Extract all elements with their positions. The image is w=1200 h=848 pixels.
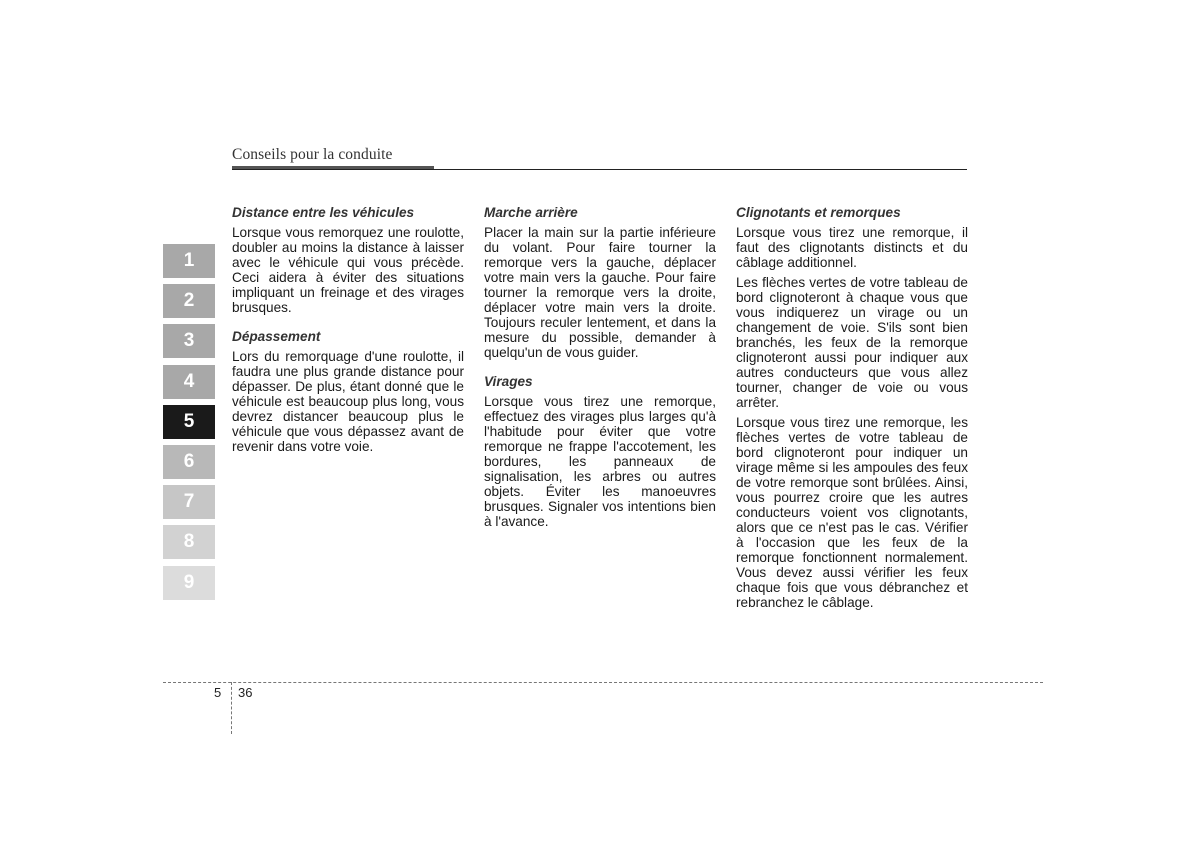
page-header-title: Conseils pour la conduite bbox=[232, 146, 393, 163]
paragraph: Lorsque vous remorquez une roulotte, doubler au moins la distance à laisser avec le véhicule qui vous précède. Ceci aidera à éviter des situations impliquant un freinage et des virages brusques. bbox=[232, 225, 464, 315]
section-title: Dépassement bbox=[232, 329, 321, 344]
section-title: Marche arrière bbox=[484, 205, 578, 220]
paragraph: Lorsque vous tirez une remorque, les flèches vertes de votre tableau de bord clignoteront pour indiquer un virage même si les ampoules des feux de votre remorque sont brûlées. Ainsi, vous pourrez croire que les autres conducteurs voient vos clignotants, alors que ce n'est pas le cas. Vérifier à l'occasion que les feux de la remorque fonctionnent normalement. Vous devez aussi vérifier les feux chaque fois que vous débranchez et rebranchez le câblage. bbox=[736, 415, 968, 610]
chapter-tab-7[interactable]: 7 bbox=[163, 485, 215, 519]
text-column-1 bbox=[232, 205, 464, 468]
section-marche-arriere bbox=[484, 205, 716, 360]
chapter-tab-8[interactable]: 8 bbox=[163, 525, 215, 559]
paragraph: Lorsque vous tirez une remorque, il faut des clignotants distincts et du câblage additionnel. bbox=[736, 225, 968, 270]
chapter-tab-1[interactable]: 1 bbox=[163, 244, 215, 278]
chapter-tab-3[interactable]: 3 bbox=[163, 324, 215, 358]
paragraph: Placer la main sur la partie inférieure du volant. Pour faire tourner la remorque vers la gauche, déplacer votre main vers la gauche. Pour faire tourner la remorque vers la droite, déplacer votre main vers la droite. Toujours reculer lentement, et dans la mesure du possible, demander à quelqu'un de vous guider. bbox=[484, 225, 716, 360]
section-distance bbox=[232, 205, 464, 315]
section-title: Distance entre les véhicules bbox=[232, 205, 415, 220]
chapter-tab-6[interactable]: 6 bbox=[163, 445, 215, 479]
paragraph: Les flèches vertes de votre tableau de bord clignoteront à chaque vous que vous indiquerez un virage ou un changement de voie. S'ils sont bien branchés, les feux de la remorque clignoteront aussi pour indiquer aux autres conducteurs que vous allez tourner, changer de voie ou vous arrêter. bbox=[736, 275, 968, 410]
footer-dashed-divider bbox=[231, 682, 232, 734]
section-title: Clignotants et remorques bbox=[736, 205, 901, 220]
text-column-2 bbox=[484, 205, 716, 543]
paragraph: Lors du remorquage d'une roulotte, il faudra une plus grande distance pour dépasser. De plus, étant donné que le véhicule est beaucoup plus long, vous devrez distancer beaucoup plus le véhicule que vous dépassez avant de revenir dans votre voie. bbox=[232, 349, 464, 454]
chapter-tab-5-active[interactable]: 5 bbox=[163, 405, 215, 439]
chapter-tab-4[interactable]: 4 bbox=[163, 365, 215, 399]
section-title: Virages bbox=[484, 374, 533, 389]
footer-dashed-rule bbox=[163, 682, 1043, 683]
section-virages bbox=[484, 374, 716, 529]
chapter-tab-2[interactable]: 2 bbox=[163, 284, 215, 318]
section-clignotants bbox=[736, 205, 968, 610]
paragraph: Lorsque vous tirez une remorque, effectuez des virages plus larges qu'à l'habitude pour éviter que votre remorque ne frappe l'accotement, les bordures, les panneaux de signalisation, les arbres ou autres objets. Éviter les manoeuvres brusques. Signaler vos intentions bien à l'avance. bbox=[484, 394, 716, 529]
footer-page-number: 36 bbox=[238, 685, 253, 700]
text-column-3 bbox=[736, 205, 968, 624]
chapter-tab-9[interactable]: 9 bbox=[163, 566, 215, 600]
footer-chapter-number: 5 bbox=[214, 685, 222, 700]
section-depassement bbox=[232, 329, 464, 454]
chapter-tabs bbox=[163, 244, 215, 606]
header-rule bbox=[232, 169, 967, 170]
